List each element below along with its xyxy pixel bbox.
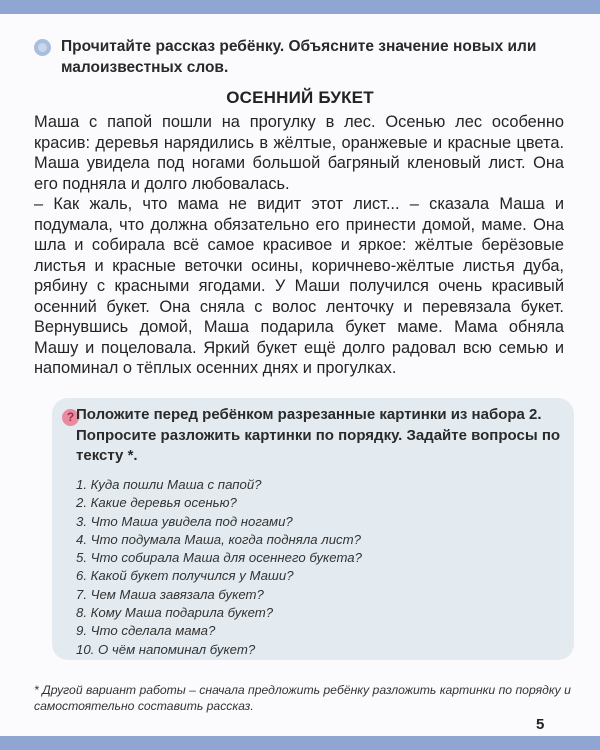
bottom-decorative-band bbox=[0, 736, 600, 750]
questions-list bbox=[76, 476, 362, 659]
task-instruction: Положите перед ребёнком разрезанные картинки из набора 2. Попросите разложить картинки по порядку. Задайте вопросы по тексту *. bbox=[76, 406, 561, 464]
story-paragraph: – Как жаль, что мама не видит этот лист... – сказала Маша и подумала, что должна обязательно его принести домой, маме. Она шла и собирала всё самое красивое и яркое: жёлтые берёзовые листья и красные веточки осины, коричнево-жёлтые листья дуба, рябину с красными ягодами. У Маши получился очень красивый осенний букет. Она сняла с волос ленточку и перевязала букет. Вернувшись домой, Маша подарила букет маме. Мама обняла Машу и поцеловала. Яркий букет ещё долго радовал всю семью и напоминал о тёплых осенних днях и прогулках. bbox=[34, 195, 564, 377]
blue-circle-icon bbox=[34, 39, 51, 56]
story-text bbox=[34, 112, 564, 379]
story-title: ОСЕННИЙ БУКЕТ bbox=[226, 88, 374, 107]
question-mark-icon: ? bbox=[62, 409, 79, 426]
page-number: 5 bbox=[536, 716, 545, 733]
question-item: 9. Что сделала мама? bbox=[76, 623, 216, 639]
question-item: 7. Чем Маша завязала букет? bbox=[76, 586, 264, 602]
instruction-text: Прочитайте рассказ ребёнку. Объясните значение новых или малоизвестных слов. bbox=[61, 38, 537, 76]
story-paragraph: Маша с папой пошли на прогулку в лес. Осенью лес особенно красив: деревья нарядились в жёлтые, оранжевые и красные цвета. Маша увидела под ногами большой багряный кленовый лист. Она его подняла и долго любовалась. bbox=[34, 113, 564, 193]
question-item: 5. Что собирала Маша для осеннего букета? bbox=[76, 550, 362, 566]
question-item: 3. Что Маша увидела под ногами? bbox=[76, 513, 293, 529]
question-item: 2. Какие деревья осенью? bbox=[76, 495, 237, 511]
top-decorative-band bbox=[0, 0, 600, 14]
footnote: * Другой вариант работы – сначала предложить ребёнку разложить картинки по порядку и самостоятельно составить рассказ. bbox=[34, 683, 571, 713]
question-item: 4. Что подумала Маша, когда подняла лист? bbox=[76, 531, 361, 547]
question-item: 10. О чём напоминал букет? bbox=[76, 641, 256, 657]
reading-instruction bbox=[34, 36, 564, 78]
question-item: 1. Куда пошли Маша с папой? bbox=[76, 477, 262, 492]
question-item: 8. Кому Маша подарила букет? bbox=[76, 605, 274, 621]
question-item: 6. Какой букет получился у Маши? bbox=[76, 568, 294, 584]
